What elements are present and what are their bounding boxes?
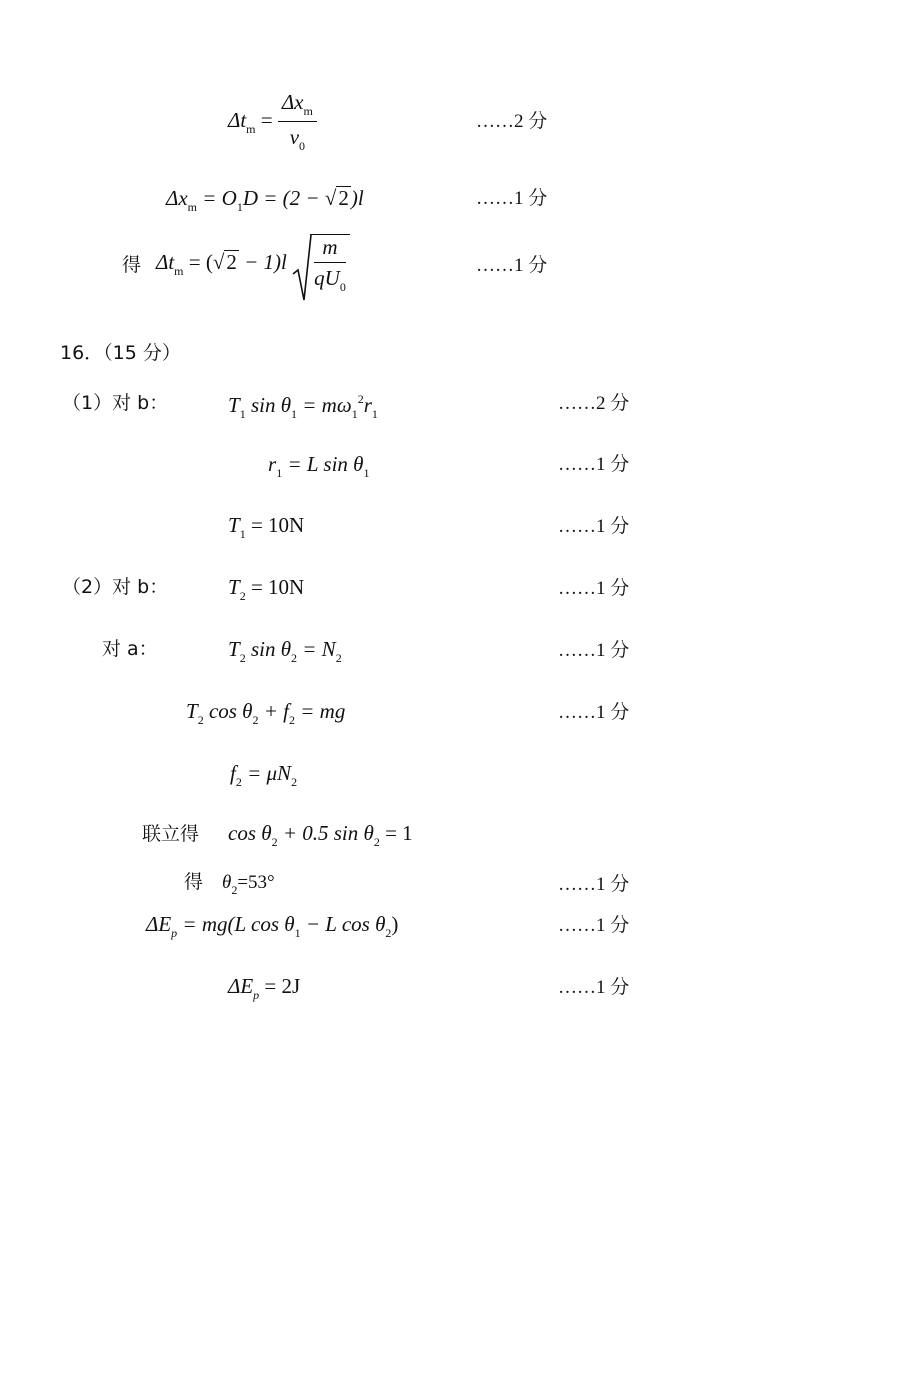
score: ……1 分 [476, 188, 548, 209]
eq-sub: 2 [231, 883, 238, 897]
eq-sub: 2 [252, 713, 259, 727]
equation-p2-1 [228, 577, 304, 602]
equation-p2-6 [222, 873, 275, 896]
eq-text: cos θ [203, 699, 253, 723]
eq-text: − 1)l [238, 250, 287, 274]
eq-sub: 1 [239, 527, 246, 541]
eq-text: = O [197, 186, 237, 210]
eq-text: = ( [183, 250, 213, 274]
eq-text: T [228, 637, 240, 661]
eq-text: )l [350, 186, 364, 210]
score: ……2 分 [476, 111, 548, 132]
eq-text: ΔE [146, 912, 172, 936]
eq-sub: m [246, 121, 256, 136]
eq-text: D = (2 − [242, 186, 325, 210]
eq-text: T [228, 393, 240, 417]
eq-text: =53° [237, 872, 275, 893]
score: ……1 分 [558, 454, 630, 475]
equation-p1-1 [228, 393, 378, 420]
eq-sub: 2 [239, 651, 246, 665]
label-de: 得 [122, 254, 142, 276]
eq-text: Δx [166, 186, 188, 210]
score: ……1 分 [558, 578, 630, 599]
equation-delta-t [228, 92, 317, 152]
combine-label: 联立得 [142, 823, 200, 845]
eq-sub: 2 [239, 589, 246, 603]
eq-text: = μN [241, 761, 292, 785]
equation-p2-7 [146, 914, 398, 939]
part2-label: （2）对 b： [62, 576, 169, 598]
eq-sub: 1 [239, 407, 246, 421]
equation-p1-2 [268, 454, 369, 479]
eq-text: = mω [297, 393, 352, 417]
eq-text: = mg(L cos θ [177, 912, 295, 936]
radical-sign-icon [292, 234, 312, 302]
equation-p2-2 [228, 639, 342, 664]
sqrt: √2 [324, 186, 349, 210]
eq-sub: m [174, 264, 184, 278]
eq-text: T [228, 575, 240, 599]
eq-text: 2 [226, 250, 237, 274]
eq-sub: 1 [291, 407, 298, 421]
eq-sub: 2 [197, 713, 204, 727]
equation-p2-8 [228, 976, 300, 1001]
eq-text: + f [258, 699, 290, 723]
eq-sub: 2 [385, 926, 392, 940]
eq-sub: 2 [235, 775, 242, 789]
eq-sub: 0 [339, 280, 346, 294]
eq-sub: 1 [276, 466, 283, 480]
eq-text: r [268, 452, 277, 476]
eq-sub: 1 [363, 466, 370, 480]
big-sqrt [292, 234, 350, 293]
score: ……1 分 [558, 915, 630, 936]
eq-sub: 2 [373, 835, 380, 849]
eq-text: sin θ [245, 393, 292, 417]
eq-text: − L cos θ [300, 912, 386, 936]
sqrt: √2 [212, 250, 237, 274]
eq-sub: 1 [371, 407, 378, 421]
eq-sub: m [303, 104, 313, 118]
eq-text: f [230, 761, 236, 785]
score: ……1 分 [558, 977, 630, 998]
eq-sub: 1 [236, 200, 243, 214]
equation-p2-5 [228, 823, 413, 848]
for-a-label: 对 a： [102, 638, 158, 660]
result-label: 得 [184, 871, 204, 893]
equation-p1-3 [228, 515, 304, 540]
eq-text: cos θ [228, 821, 272, 845]
eq-text: = mg [295, 699, 346, 723]
score: ……1 分 [558, 874, 630, 895]
eq-sub: m [187, 200, 197, 214]
eq-text: = 1 [379, 821, 413, 845]
score: ……1 分 [558, 516, 630, 537]
eq-text: = L sin θ [282, 452, 364, 476]
eq-text: v [289, 125, 300, 149]
eq-sub: 2 [291, 651, 298, 665]
eq-sub: 1 [294, 926, 301, 940]
equation-delta-x [166, 186, 364, 213]
eq-sub: p [253, 988, 260, 1002]
eq-sub: p [171, 926, 178, 940]
eq-text: Δt [228, 107, 247, 132]
equation-p2-3 [186, 701, 345, 726]
eq-sup: 2 [357, 392, 364, 406]
eq-sub: 2 [291, 775, 298, 789]
eq-text: T [186, 699, 198, 723]
eq-sub: 0 [299, 139, 306, 153]
eq-text: = [260, 107, 273, 132]
score: ……1 分 [558, 702, 630, 723]
eq-sub: 2 [335, 651, 342, 665]
fraction [314, 237, 346, 293]
equation-p2-4 [230, 763, 297, 788]
eq-text: Δt [156, 250, 175, 274]
eq-text: = 10N [245, 575, 305, 599]
eq-text: = 10N [245, 513, 305, 537]
eq-text: = 2J [259, 974, 301, 998]
eq-text: 2 [338, 186, 349, 210]
eq-text: ) [391, 912, 399, 936]
eq-text: = N [297, 637, 336, 661]
score: ……1 分 [558, 640, 630, 661]
score: ……1 分 [476, 255, 548, 276]
eq-text: + 0.5 sin θ [277, 821, 374, 845]
equation-delta-t-result [156, 234, 350, 293]
score: ……2 分 [558, 393, 630, 414]
part1-label: （1）对 b： [62, 392, 169, 414]
eq-text: ΔE [228, 974, 254, 998]
eq-sub: 1 [351, 407, 358, 421]
fraction [278, 92, 317, 152]
eq-text: m [322, 235, 338, 259]
eq-text: T [228, 513, 240, 537]
eq-text: r [363, 393, 372, 417]
eq-text: qU [314, 266, 340, 290]
eq-text: θ [222, 872, 232, 893]
eq-sub: 2 [289, 713, 296, 727]
eq-text: sin θ [245, 637, 292, 661]
eq-sub: 2 [271, 835, 278, 849]
problem-heading: 16．（15 分） [60, 342, 181, 364]
eq-text: Δx [281, 90, 304, 114]
